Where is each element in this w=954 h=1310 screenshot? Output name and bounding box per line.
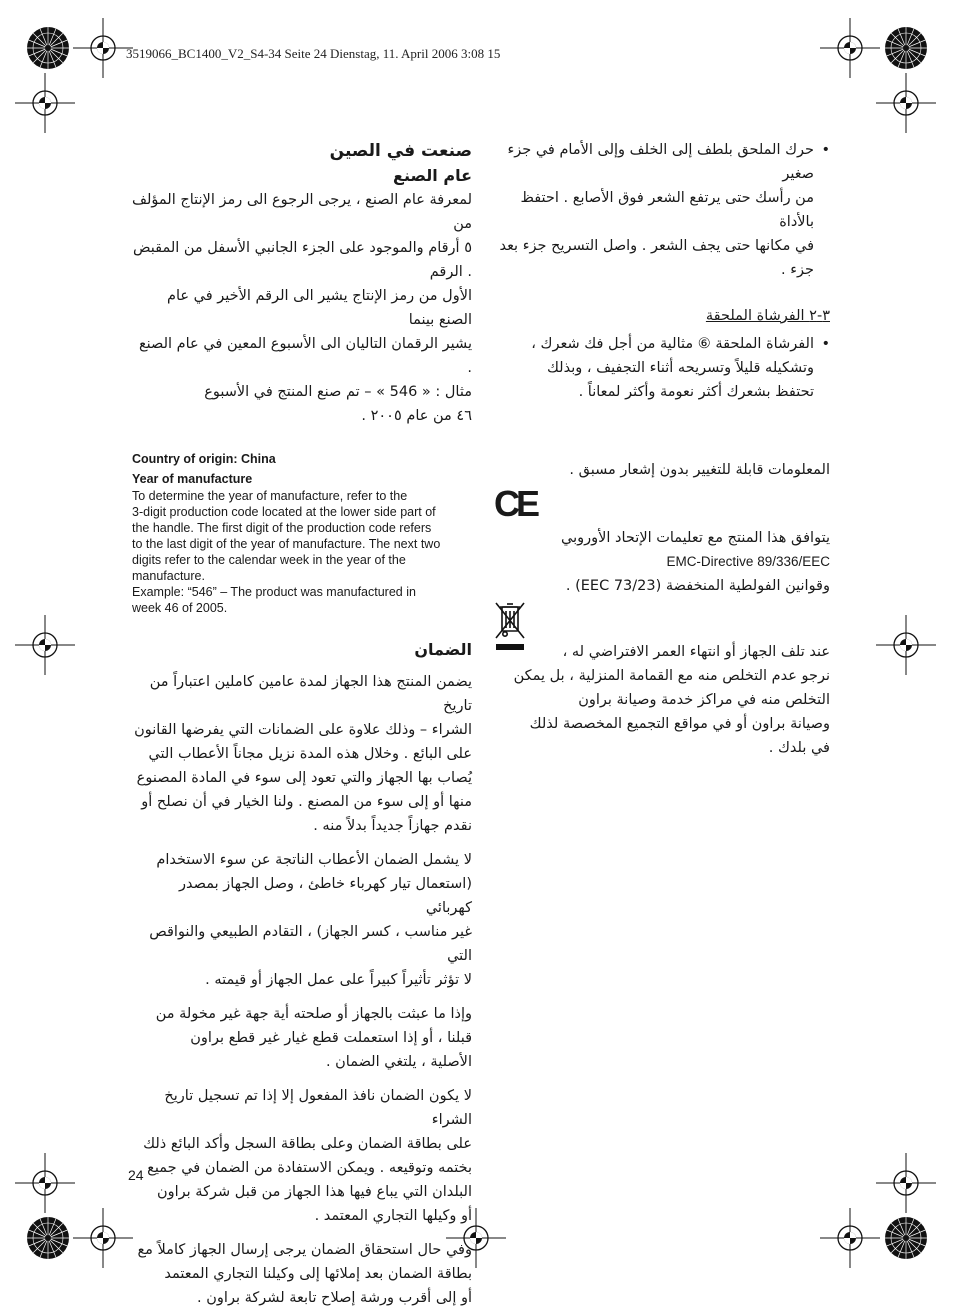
guarantee-paragraph [132,1084,472,1228]
disposal-notice [490,640,830,760]
text-line: يضمن المنتج هذا الجهاز لمدة عامين كاملين اعتباراً من تاريخ [149,674,472,714]
text-line: من رأسك حتى يرتفع الشعر فوق الأصابع . احتفظ بالأداة [520,190,814,230]
registration-mark-icon [820,1208,880,1268]
text-line: على البائع . وخلال هذه المدة نزيل مجاناً الأعطاب التي [148,746,472,762]
text-line: digits refer to the calendar week in the year of the [132,553,406,567]
instruction-list [490,332,830,404]
registration-mark-icon [876,73,936,133]
section-heading: ٣-٢ الفرشاة الملحقة [705,308,830,324]
color-starburst-icon [27,27,69,69]
registration-mark-icon [876,615,936,675]
page-number: 24 [128,1167,144,1183]
registration-mark-icon [876,1153,936,1213]
text-line: وقوانين الفولطية المنخفضة (73/23 EEC) . [565,578,830,594]
text-line: عند تلف الجهاز أو انتهاء العمر الافتراضي له ، [562,644,830,660]
text-line: في مكانها حتى يجف الشعر . واصل التسريح جزء بعد جزء . [499,238,814,278]
text-line: لا يشمل الضمان الأعطاب الناتجة عن سوء الاستخدام [156,852,472,868]
text-line: بطاقة الضمان بعد إملائها إلى وكيلنا التجاري المعتمد [164,1266,472,1282]
text-line: Example: “546” – The product was manufactured in [132,585,416,599]
origin-en: Country of origin: China [132,452,276,466]
text-line: ٤٦ من عام ٢٠٠٥ . [361,408,472,424]
guarantee-heading: الضمان [414,640,472,659]
guarantee-paragraph [132,1002,472,1074]
right-column [490,138,830,760]
text-line: • حرك الملحق بلطف إلى الخلف وإلى الأمام في جزء صغير [507,142,814,182]
text-line: • الفرشاة الملحقة ⑥ مثالية من أجل فك شعرك ، [531,336,814,352]
registration-mark-icon [15,1153,75,1213]
text-line: To determine the year of manufacture, refer to the [132,489,408,503]
text-line: بختمه وتوقيعه . ويمكن الاستفادة من الضمان في جميع [147,1160,472,1176]
year-heading-ar: عام الصنع [393,166,472,185]
text-line: غير مناسب ، كسر الجهاز) ، التقادم الطبيعي والنواقص التي [149,924,472,964]
year-heading-en: Year of manufacture [132,472,253,486]
guarantee-paragraph [132,848,472,992]
text-line: لا تؤثر تأثيراً كبيراً على عمل الجهاز أو قيمته . [205,972,472,988]
list-item [490,138,830,282]
text-line: أو إلى أقرب ورشة إصلاح تابعة لشركة براون . [197,1290,472,1306]
registration-mark-icon [15,615,75,675]
text-line: يشير الرقمان التاليان الى الأسبوع المعين في عام الصنع . [138,336,472,376]
text-line: to the last digit of the year of manufacture. The next two [132,537,441,551]
guarantee-paragraph [132,670,472,838]
text-line: قبلنا ، أو إذا استعملت قطع غيار غير قطع براون [190,1030,472,1046]
text-line: الشراء – وذلك علاوة على الضمانات التي يفرضها القانون [134,722,472,738]
text-line: الأصلية ، يلتغي الضمان . [325,1054,472,1070]
text-line: وتشكيله قليلاً وتسريحه أثناء التجفيف ، وبذلك [546,360,814,376]
text-line: على بطاقة الضمان وعلى بطاقة السجل وأكد البائع ذلك [143,1136,472,1152]
registration-mark-icon [73,1208,133,1268]
text-line: week 46 of 2005. [132,601,228,615]
registration-mark-icon [15,73,75,133]
text-line: نرجو عدم التخلص منه مع القمامة المنزلية ، بل يمكن [513,668,830,684]
text-line: في بلدك . [768,740,830,756]
text-line: مثال : « 546 » – تم صنع المنتج في الأسبوع [204,384,472,400]
text-line: وإذا ما عبثت بالجهاز أو صلحته أية جهة غير مخولة من [155,1006,472,1022]
text-line: وفي حال استحقاق الضمان يرجى إرسال الجهاز كاملاً مع [137,1242,472,1258]
text-line: نقدم جهازاً جديداً بدلاً منه . [313,818,472,834]
year-paragraph-ar [132,188,472,428]
origin-heading-ar: صنعت في الصين [329,141,472,161]
text-line: لمعرفة عام الصنع ، يرجى الرجوع الى رمز الإنتاج المؤلف من [132,192,472,232]
english-section [132,450,472,616]
registration-mark-icon [820,18,880,78]
color-starburst-icon [27,1217,69,1259]
crossed-out-wheelie-bin-icon [492,600,528,654]
text-line: الأول من رمز الإنتاج يشير الى الرقم الأخير في عام الصنع بينما [167,288,472,328]
text-line: the handle. The first digit of the production code refers [132,521,432,535]
guarantee-paragraph [132,1238,472,1310]
text-line: أو وكيلها التجاري المعتمد . [314,1208,472,1224]
text-line: يُصاب بها الجهاز والتي تعود إلى سوء في المادة المصنوع [136,770,472,786]
ce-symbol: CE [494,483,537,524]
text-line: لا يكون الضمان نافذ المفعول إلا إذا تم تسجيل تاريخ الشراء [164,1088,472,1128]
text-line: ٥ أرقام والموجود على الجزء الجانبي الأسفل من المقبض . الرقم [132,240,472,280]
text-line: البلدان التي يباع فيها هذا الجهاز من قبل شركة براون [156,1184,472,1200]
text-line: منها أو إلى سوء من المصنع . ولنا الخيار في أن نصلح أو [141,794,472,810]
text-line: EMC-Directive 89/336/EEC [666,554,830,569]
color-starburst-icon [885,1217,927,1259]
text-line: 3-digit production code located at the lower side part of [132,505,436,519]
color-starburst-icon [885,27,927,69]
ce-mark-icon [494,483,537,524]
text-line: (استعمال تيار كهرباء خاطئ ، وصل الجهاز بمصدر كهربائي [179,876,472,916]
list-item [490,332,830,404]
text-line: يتوافق هذا المنتج مع تعليمات الإتحاد الأوروبي [561,530,830,546]
text-line: تحتفظ بشعرك أكثر نعومة وأكثر لمعاناً . [578,384,814,400]
text-line: التخلص منه في مراكز خدمة وصيانة براون [578,692,830,708]
change-notice: المعلومات قابلة للتغيير بدون إشعار مسبق . [569,462,830,478]
ce-compliance [490,526,830,598]
registration-mark-icon [73,18,133,78]
instruction-list [490,138,830,282]
text-line: manufacture. [132,569,205,583]
text-line: وصيانة براون أو في مواقع التجميع المخصصة لذلك [529,716,830,732]
left-column [132,138,472,1310]
print-slug: 3519066_BC1400_V2_S4-34 Seite 24 Dienstag, 11. April 2006 3:08 15 [126,46,501,61]
